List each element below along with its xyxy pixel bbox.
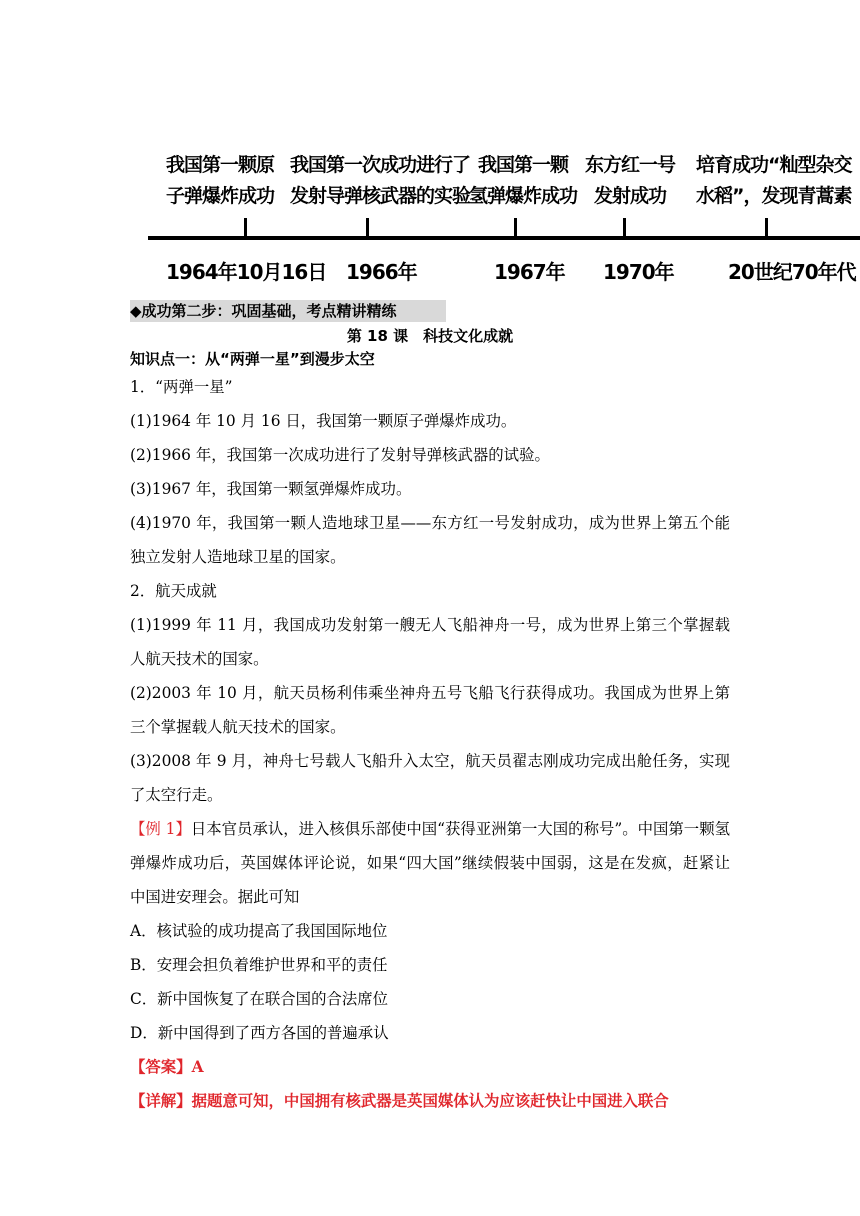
timeline-axis (148, 236, 860, 240)
lesson-title: 第 18 课 科技文化成就 (346, 327, 514, 345)
event-text-line1: 东方红一号 (585, 154, 676, 176)
event-text-line1: 我国第一颗 (478, 154, 569, 176)
option-b: B．安理会担负着维护世界和平的责任 (130, 956, 388, 974)
timeline-figure (0, 0, 860, 300)
explain-tag: 【详解】 (130, 1092, 192, 1110)
timeline-date: 1967年 (494, 260, 565, 284)
timeline-date: 1966年 (346, 260, 417, 284)
event-text-line1: 培育成功“籼型杂交 (696, 154, 852, 176)
timeline-event-1964 (166, 150, 274, 212)
timeline-tick (623, 218, 626, 238)
example-question (130, 812, 730, 914)
section-header: ◆成功第二步：巩固基础，考点精讲精练 (130, 300, 446, 322)
event-text-line2: 发射导弹核武器的实验 (290, 185, 471, 207)
timeline-tick (765, 218, 768, 238)
timeline-tick (514, 218, 517, 238)
list-item: (2)2003 年 10 月，航天员杨利伟乘坐神舟五号飞船飞行获得成功。我国成为世界上第三个掌握载人航天技术的国家。 (130, 684, 730, 736)
timeline-date: 1970年 (603, 260, 674, 284)
answer-line (130, 1050, 730, 1084)
list-item: (4)1970 年，我国第一颗人造地球卫星——东方红一号发射成功，成为世界上第五个能独立发射人造地球卫星的国家。 (130, 514, 730, 566)
example-tag: 【例 1】 (130, 820, 191, 838)
event-text-line1: 我国第一颗原 (166, 154, 275, 176)
explanation-line (130, 1084, 730, 1118)
option-c: C．新中国恢复了在联合国的合法席位 (130, 990, 389, 1008)
answer-value: A (191, 1058, 204, 1076)
timeline-date: 1964年10月16日 (166, 260, 327, 284)
timeline-event-1970s (696, 150, 852, 212)
question-text: 日本官员承认，进入核俱乐部使中国“获得亚洲第一大国的称号”。中国第一颗氢弹爆炸成功后，英国媒体评论说，如果“四大国”继续假装中国弱，这是在发疯，赶紧让中国进安理会。据此可知 (130, 820, 730, 906)
timeline-event-1966 (290, 150, 470, 212)
event-text-line2: 水稻”，发现青蒿素 (696, 185, 852, 207)
explain-text: 据题意可知，中国拥有核武器是英国媒体认为应该赶快让中国进入联合 (191, 1092, 669, 1110)
option-a: A．核试验的成功提高了我国国际地位 (130, 922, 388, 940)
list-item: (1)1964 年 10 月 16 日，我国第一颗原子弹爆炸成功。 (130, 412, 517, 430)
list-item: (3)1967 年，我国第一颗氢弹爆炸成功。 (130, 480, 412, 498)
subsection-heading: 1．“两弹一星” (130, 378, 233, 396)
timeline-event-1967 (469, 150, 577, 212)
event-text-line2: 氢弹爆炸成功 (469, 185, 578, 207)
option-d: D．新中国得到了西方各国的普遍承认 (130, 1024, 389, 1042)
knowledge-point-heading: 知识点一：从“两弹一星”到漫步太空 (130, 350, 375, 368)
subsection-heading: 2．航天成就 (130, 582, 217, 600)
event-text-line1: 我国第一次成功进行了 (290, 154, 471, 176)
answer-tag: 【答案】 (130, 1058, 192, 1076)
event-text-line2: 子弹爆炸成功 (166, 185, 275, 207)
timeline-date: 20世纪70年代 (728, 260, 856, 284)
event-text-line2: 发射成功 (594, 185, 667, 207)
list-item: (3)2008 年 9 月，神舟七号载人飞船升入太空，航天员翟志刚成功完成出舱任务，实现了太空行走。 (130, 752, 730, 804)
list-item: (2)1966 年，我国第一次成功进行了发射导弹核武器的试验。 (130, 446, 550, 464)
timeline-tick (366, 218, 369, 238)
list-item: (1)1999 年 11 月，我国成功发射第一艘无人飞船神舟一号，成为世界上第三个掌握载人航天技术的国家。 (130, 616, 730, 668)
timeline-event-1970 (585, 150, 675, 212)
timeline-tick (244, 218, 247, 238)
